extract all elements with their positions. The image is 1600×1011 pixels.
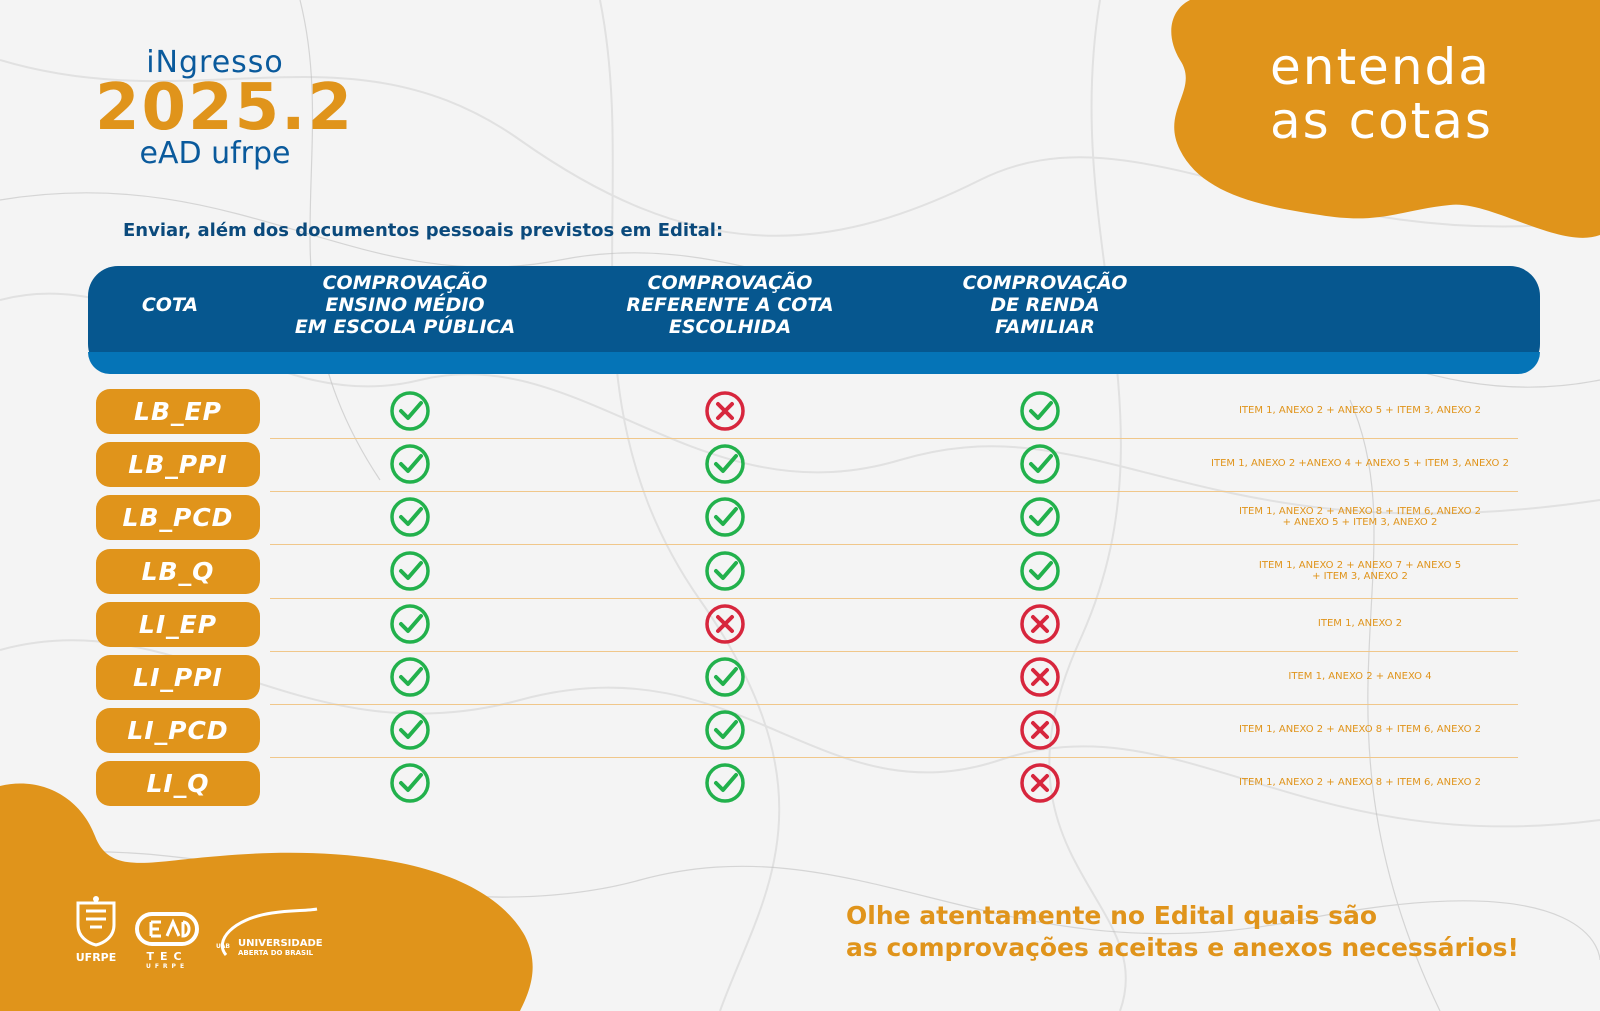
title-line-1: entenda xyxy=(1270,38,1491,96)
check-icon xyxy=(388,761,432,805)
footer-note-line-1: Olhe atentamente no Edital quais são xyxy=(846,901,1378,930)
column-header-ensino-medio xyxy=(285,272,525,338)
row-divider xyxy=(270,598,1518,599)
row-divider xyxy=(270,704,1518,705)
annex-note xyxy=(1200,458,1520,469)
annex-note xyxy=(1200,560,1520,582)
column-header-cota-label: COTA xyxy=(141,294,199,316)
column-header-referente-line-3: ESCOLHIDA xyxy=(668,316,792,338)
row-divider xyxy=(270,544,1518,545)
annex-note-line-1: ITEM 1, ANEXO 2 + ANEXO 8 + ITEM 6, ANEXO 2 xyxy=(1238,506,1482,517)
column-header-ensino-line-1: COMPROVAÇÃO xyxy=(322,272,488,294)
column-header-referente-line-1: COMPROVAÇÃO xyxy=(647,272,813,294)
annex-note-line-1: ITEM 1, ANEXO 2 + ANEXO 7 + ANEXO 5 xyxy=(1258,560,1462,571)
cross-icon xyxy=(1018,655,1062,699)
check-icon xyxy=(703,442,747,486)
check-icon xyxy=(1018,442,1062,486)
column-header-renda-line-1: COMPROVAÇÃO xyxy=(962,272,1128,294)
cross-icon xyxy=(703,389,747,433)
annex-note-line-1: ITEM 1, ANEXO 2 + ANEXO 5 + ITEM 3, ANEXO 2 xyxy=(1238,405,1482,416)
bottom-left-blob xyxy=(0,776,540,1011)
annex-note xyxy=(1200,777,1520,788)
check-icon xyxy=(388,602,432,646)
check-icon xyxy=(388,495,432,539)
row-divider xyxy=(270,491,1518,492)
cross-icon xyxy=(703,602,747,646)
row-divider xyxy=(270,438,1518,439)
uab-text-line-1: UNIVERSIDADE xyxy=(238,938,323,949)
uab-small-text: UAB xyxy=(216,943,230,950)
uab-text-line-2: ABERTA DO BRASIL xyxy=(238,949,314,957)
footer-note xyxy=(846,900,1519,964)
cota-label-li-q: LI_Q xyxy=(96,761,260,806)
cross-icon xyxy=(1018,761,1062,805)
annex-note xyxy=(1200,618,1520,629)
annex-note xyxy=(1200,671,1520,682)
ufrpe-logo xyxy=(68,895,124,965)
check-icon xyxy=(703,761,747,805)
ufrpe-crest-icon xyxy=(68,895,124,947)
intro-text: Enviar, além dos documentos pessoais previstos em Edital: xyxy=(123,220,724,241)
row-divider xyxy=(270,757,1518,758)
cota-label-lb-ppi: LB_PPI xyxy=(96,442,260,487)
tec-logo xyxy=(135,912,199,972)
check-icon xyxy=(388,389,432,433)
check-icon xyxy=(703,549,747,593)
cota-label-lb-pcd: LB_PCD xyxy=(96,495,260,540)
logo-ingresso-text: iNgresso xyxy=(146,45,284,80)
uab-logo xyxy=(212,905,342,965)
logo-ead-text: eAD ufrpe xyxy=(139,136,291,171)
table-header-stripe xyxy=(88,352,1540,374)
column-header-ensino-line-2: ENSINO MÉDIO xyxy=(325,294,485,316)
annex-note-line-1: ITEM 1, ANEXO 2 + ANEXO 8 + ITEM 6, ANEXO 2 xyxy=(1238,777,1482,788)
cota-label-li-ep: LI_EP xyxy=(96,602,260,647)
column-header-cota xyxy=(110,294,230,316)
cota-label-li-ppi: LI_PPI xyxy=(96,655,260,700)
footer-note-line-2: as comprovações aceitas e anexos necessários! xyxy=(846,933,1519,962)
check-icon xyxy=(1018,495,1062,539)
cota-label-lb-ep: LB_EP xyxy=(96,389,260,434)
column-header-renda-line-2: DE RENDA xyxy=(990,294,1100,316)
check-icon xyxy=(388,708,432,752)
row-divider xyxy=(270,651,1518,652)
annex-note-line-1: ITEM 1, ANEXO 2 + ANEXO 8 + ITEM 6, ANEXO 2 xyxy=(1238,724,1482,735)
check-icon xyxy=(703,495,747,539)
column-header-referente-cota xyxy=(610,272,850,338)
annex-note xyxy=(1200,405,1520,416)
ufrpe-logo-text: UFRPE xyxy=(75,951,117,964)
cross-icon xyxy=(1018,602,1062,646)
page-title xyxy=(1270,40,1570,148)
tec-logo-subtext: UFRPE xyxy=(145,963,189,970)
ingresso-logo xyxy=(95,45,354,171)
annex-note-line-1: ITEM 1, ANEXO 2 xyxy=(1317,618,1403,629)
annex-note-line-2: + ITEM 3, ANEXO 2 xyxy=(1312,571,1408,582)
check-icon xyxy=(388,549,432,593)
title-line-2: as cotas xyxy=(1270,92,1493,150)
ead-badge-icon xyxy=(135,912,199,946)
check-icon xyxy=(703,708,747,752)
check-icon xyxy=(388,655,432,699)
logo-year-text: 2025.2 xyxy=(95,71,354,145)
annex-note-line-2: + ANEXO 5 + ITEM 3, ANEXO 2 xyxy=(1282,517,1438,528)
column-header-referente-line-2: REFERENTE A COTA xyxy=(626,294,834,316)
annex-note xyxy=(1200,506,1520,528)
column-header-renda-line-3: FAMILIAR xyxy=(995,316,1095,338)
cota-label-lb-q: LB_Q xyxy=(96,549,260,594)
tec-logo-text: TEC xyxy=(146,950,188,963)
annex-note xyxy=(1200,724,1520,735)
check-icon xyxy=(703,655,747,699)
annex-note-line-1: ITEM 1, ANEXO 2 + ANEXO 4 xyxy=(1288,671,1432,682)
column-header-ensino-line-3: EM ESCOLA PÚBLICA xyxy=(294,316,516,338)
cross-icon xyxy=(1018,708,1062,752)
check-icon xyxy=(388,442,432,486)
cota-label-li-pcd: LI_PCD xyxy=(96,708,260,753)
column-header-renda-familiar xyxy=(925,272,1165,338)
annex-note-line-1: ITEM 1, ANEXO 2 +ANEXO 4 + ANEXO 5 + ITEM 3, ANEXO 2 xyxy=(1211,458,1509,469)
check-icon xyxy=(1018,389,1062,433)
check-icon xyxy=(1018,549,1062,593)
